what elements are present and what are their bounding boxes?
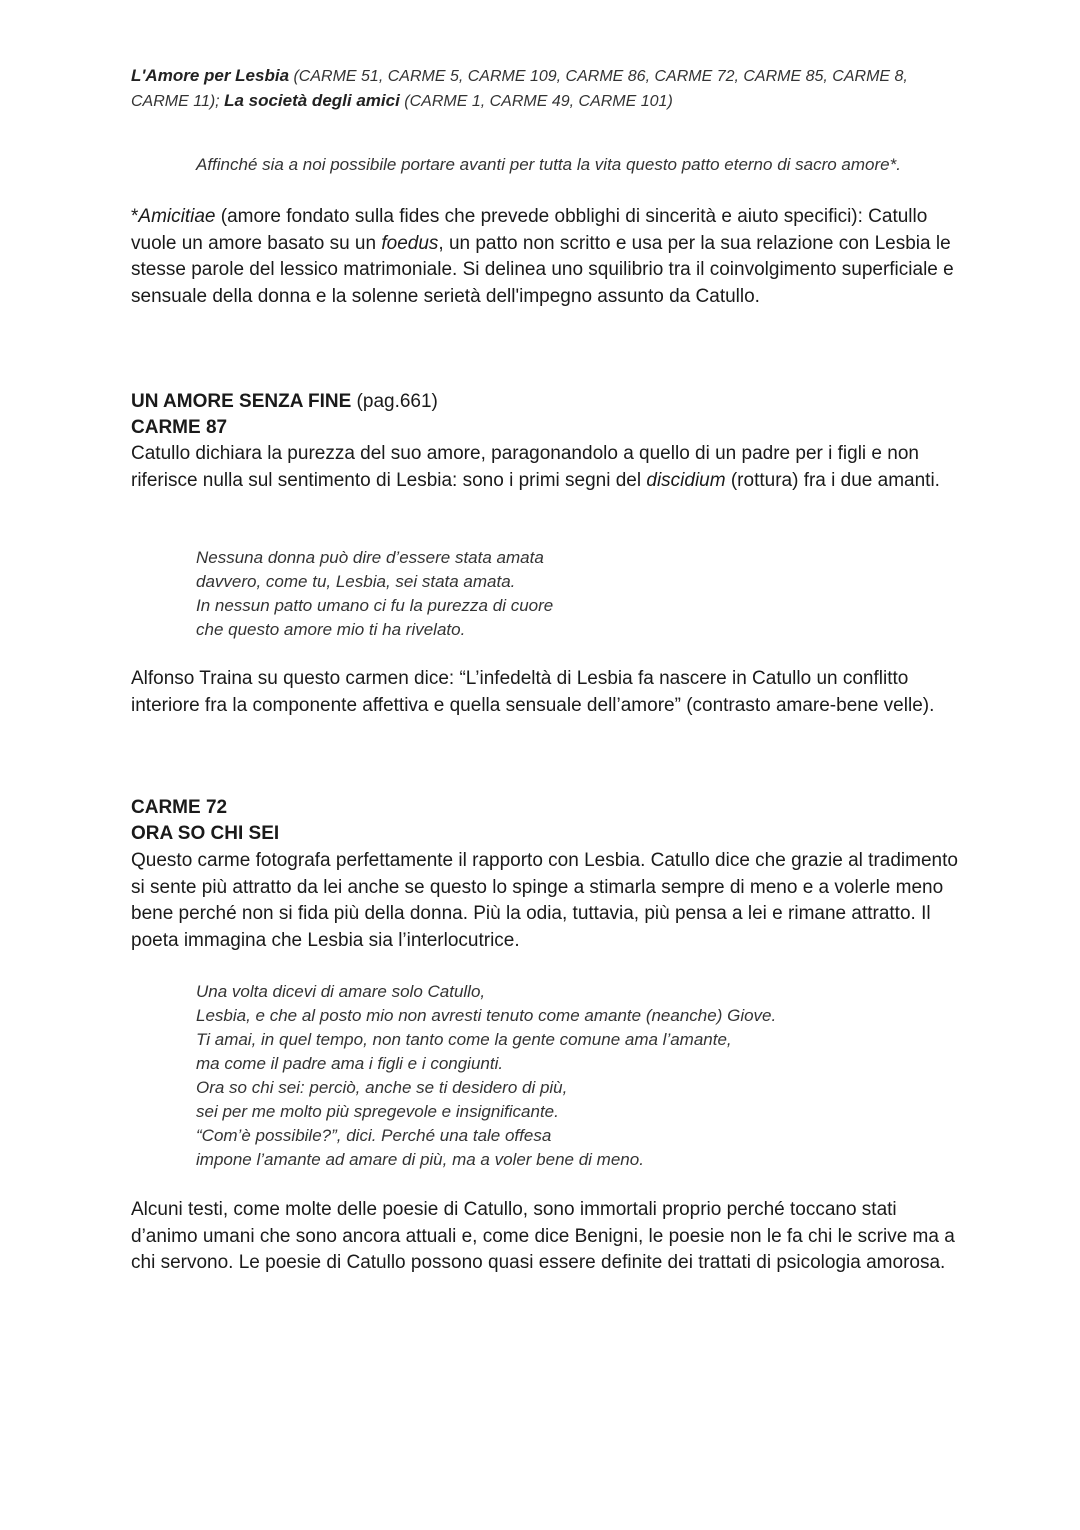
verse-line: Lesbia, e che al posto mio non avresti tenuto come amante (neanche) Giove. — [196, 1006, 777, 1025]
verse-line: ma come il padre ama i figli e i congiunti. — [196, 1054, 504, 1073]
section2-carme: CARME 72 — [131, 797, 228, 818]
epigraph: Affinché sia a noi possibile portare avanti per tutta la vita questo patto eterno di sacro amore*. — [196, 155, 901, 174]
foedus-term: foedus — [381, 232, 439, 254]
section1-heading — [131, 389, 961, 441]
verse-line: davvero, come tu, Lesbia, sei stata amata. — [196, 572, 516, 591]
section1-paragraph — [131, 441, 961, 494]
verse-line: che questo amore mio ti ha rivelato. — [196, 620, 466, 639]
topic2-refs: (CARME 1, CARME 49, CARME 101) — [399, 93, 673, 110]
verse-line: In nessun patto umano ci fu la purezza di cuore — [196, 596, 554, 615]
verse-line: Ti amai, in quel tempo, non tanto come la gente comune ama l’amante, — [196, 1030, 732, 1049]
verse-line: Una volta dicevi di amare solo Catullo, — [196, 982, 486, 1001]
section2-paragraph: Questo carme fotografa perfettamente il rapporto con Lesbia. Catullo dice che grazie al tradimento si sente più attratto da lei anche se questo lo spinge a stimarla sempre di meno e a volerle meno bene perché non si fida più della donna. Più la odia, tuttavia, più pensa a lei e rimane attratto. Il poeta immagina che Lesbia sia l’interlocutrice. — [131, 850, 958, 951]
section2-heading — [131, 795, 961, 847]
amicitiae-text-b: , un patto non scritto e usa per la sua relazione con Lesbia le stesse parole del lessico matrimoniale. Si delinea uno squilibrio tra il coinvolgimento superficiale e sensuale della donna e la solenne serietà dell'impegno assunto da Catullo. — [131, 232, 954, 307]
topic1-refs: (CARME 51, CARME 5, CARME 109, CARME 86, CARME 72, CARME 85, CARME 8, CARME 11); — [131, 68, 908, 110]
amicitiae-paragraph — [131, 204, 961, 310]
section1-text-a: Catullo dichiara la purezza del suo amore, paragonandolo a quello di un padre per i figli e non riferisce nulla sul sentimento di Lesbia: sono i primi segni del — [131, 443, 919, 491]
amicitiae-text-a: (amore fondato sulla fides che prevede obblighi di sincerità e aiuto specifici): Catullo vuole un amore basato su un — [131, 206, 928, 254]
verse-line: “Com’è possibile?”, dici. Perché una tale offesa — [196, 1126, 552, 1145]
verse-line: impone l’amante ad amare di più, ma a voler bene di meno. — [196, 1150, 644, 1169]
section1-carme: CARME 87 — [131, 417, 228, 438]
discidium-term: discidium — [646, 469, 726, 491]
carme87-verses — [196, 546, 916, 642]
section2-title: ORA SO CHI SEI — [131, 823, 280, 844]
verse-line: Ora so chi sei: perciò, anche se ti desidero di più, — [196, 1078, 568, 1097]
verse-line: sei per me molto più spregevole e insignificante. — [196, 1102, 559, 1121]
footnote-marker: * — [131, 206, 139, 227]
topic2-title: La società degli amici — [224, 91, 400, 110]
conclusion-paragraph: Alcuni testi, come molte delle poesie di Catullo, sono immortali proprio perché toccano stati d’animo umani che sono ancora attuali e, come dice Benigni, le poesie non le fa chi le scrive ma a chi servono. Le poesie di Catullo possono quasi essere definite dei trattati di psicologia amorosa. — [131, 1199, 955, 1273]
amicitiae-term: Amicitiae — [138, 206, 216, 227]
topic1-title: L'Amore per Lesbia — [131, 66, 290, 85]
section1-page-ref: (pag.661) — [351, 391, 438, 412]
section1-title: UN AMORE SENZA FINE — [131, 391, 352, 412]
carme72-verses — [196, 980, 916, 1172]
verse-line: Nessuna donna può dire d’essere stata amata — [196, 548, 544, 567]
topics-header — [131, 64, 961, 114]
section1-text-b: (rottura) fra i due amanti. — [725, 469, 940, 491]
traina-comment: Alfonso Traina su questo carmen dice: “L’infedeltà di Lesbia fa nascere in Catullo un conflitto interiore fra la componente affettiva e quella sensuale dell’amore” (contrasto amare-bene velle). — [131, 668, 935, 716]
